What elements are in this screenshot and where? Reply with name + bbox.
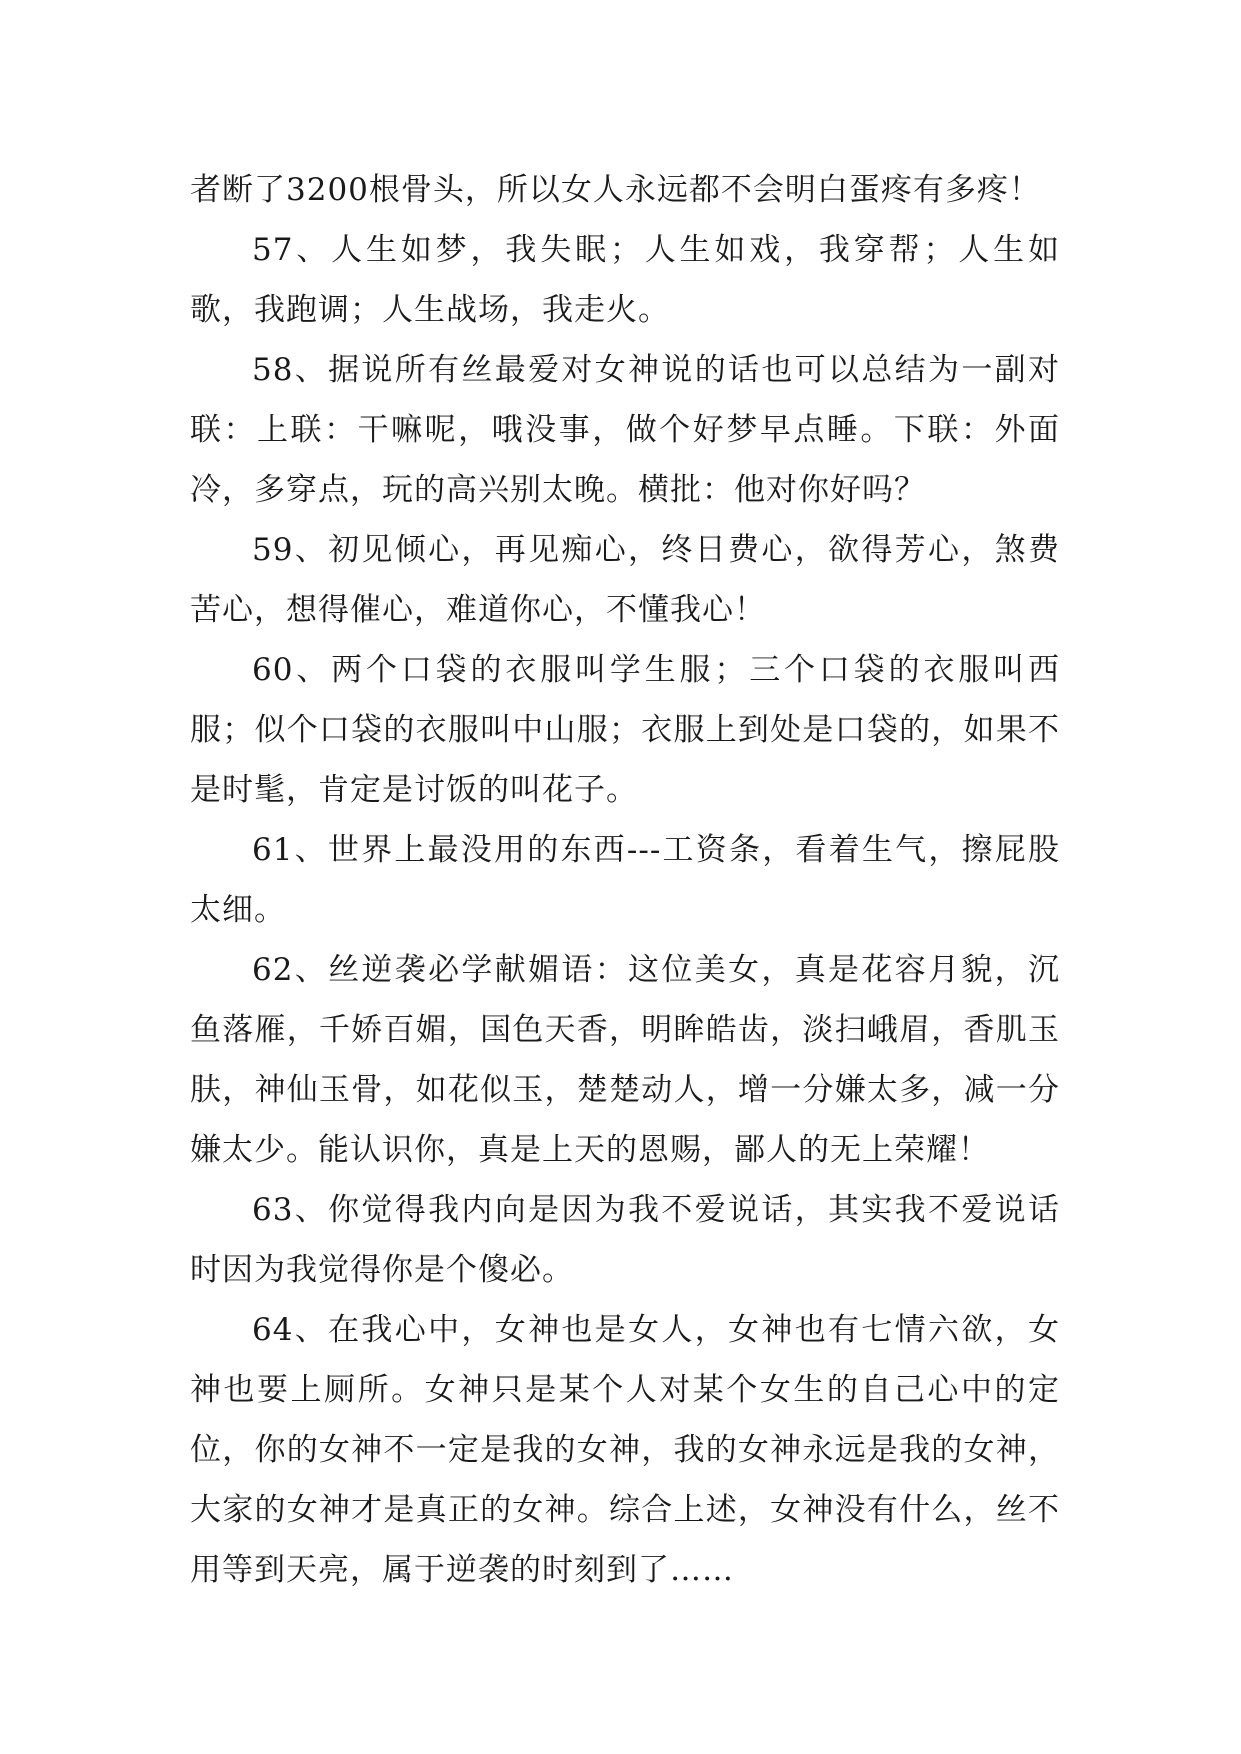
paragraph-62: 62、丝逆袭必学献媚语：这位美女，真是花容月貌，沉鱼落雁，千娇百媚，国色天香，明眸皓齿，淡扫峨眉，香肌玉肤，神仙玉骨，如花似玉，楚楚动人，增一分嫌太多，减一分嫌太少。能认识你，真是上天的恩赐，鄙人的无上荣耀！: [190, 952, 1060, 1168]
paragraph-59: 59、初见倾心，再见痴心，终日费心，欲得芳心，煞费苦心，想得催心，难道你心，不懂我心！: [190, 532, 1060, 628]
paragraph-57: 57、人生如梦，我失眠；人生如戏，我穿帮；人生如歌，我跑调；人生战场，我走火。: [190, 232, 1060, 328]
document-body: [190, 160, 1060, 1600]
paragraph-60: 60、两个口袋的衣服叫学生服；三个口袋的衣服叫西服；似个口袋的衣服叫中山服；衣服上到处是口袋的，如果不是时髦，肯定是讨饭的叫花子。: [190, 652, 1060, 808]
paragraph-64: 64、在我心中，女神也是女人，女神也有七情六欲，女神也要上厕所。女神只是某个人对某个女生的自己心中的定位，你的女神不一定是我的女神，我的女神永远是我的女神，大家的女神才是真正的女神。综合上述，女神没有什么，丝不用等到天亮，属于逆袭的时刻到了……: [190, 1312, 1060, 1588]
paragraph-61: 61、世界上最没用的东西---工资条，看着生气，擦屁股太细。: [190, 832, 1060, 928]
paragraph-63: 63、你觉得我内向是因为我不爱说话，其实我不爱说话时因为我觉得你是个傻必。: [190, 1192, 1060, 1288]
paragraph-58: 58、据说所有丝最爱对女神说的话也可以总结为一副对联：上联：干嘛呢，哦没事，做个好梦早点睡。下联：外面冷，多穿点，玩的高兴别太晚。横批：他对你好吗？: [190, 352, 1060, 508]
paragraph-continuation: 者断了3200根骨头，所以女人永远都不会明白蛋疼有多疼！: [190, 172, 1041, 208]
